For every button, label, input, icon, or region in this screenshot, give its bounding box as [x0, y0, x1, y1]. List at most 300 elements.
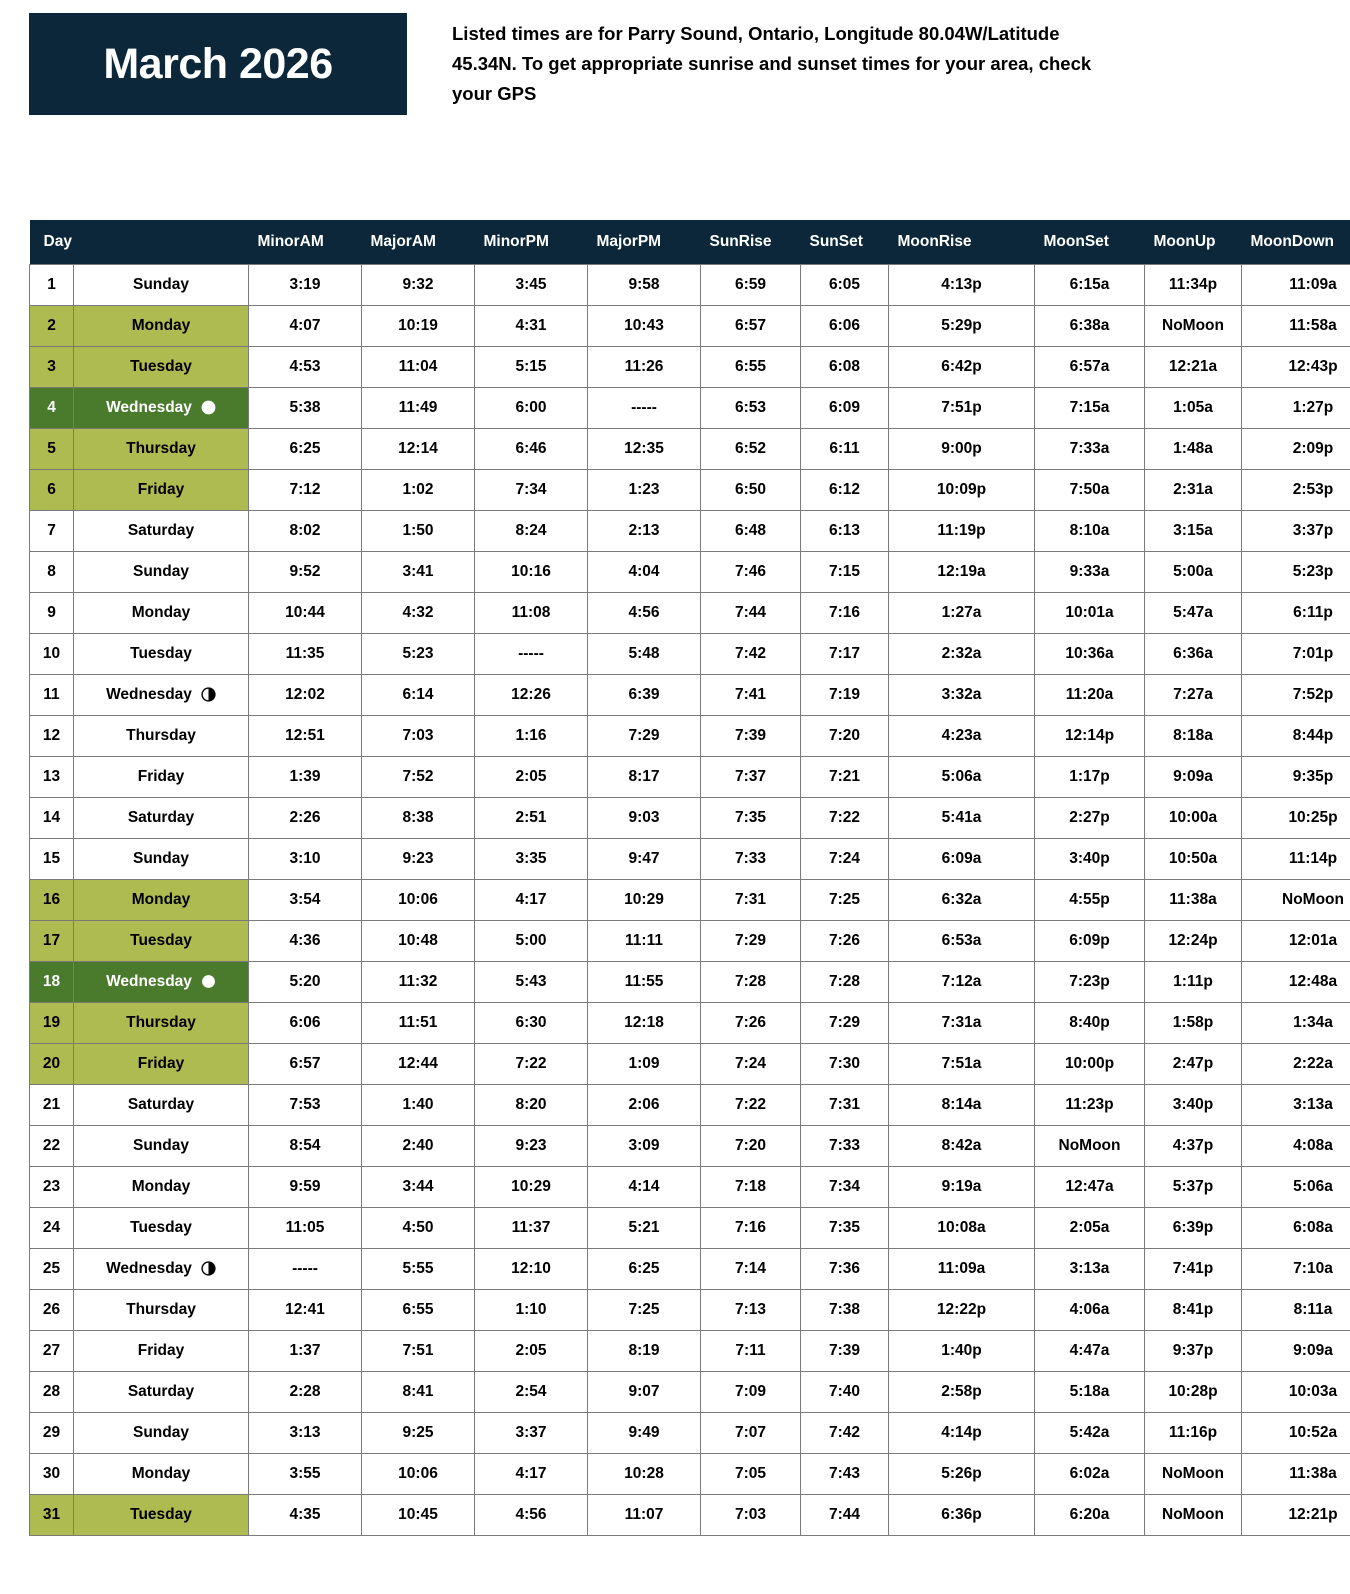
- cell-majorpm: 11:55: [588, 962, 701, 1003]
- cell-moondown: 11:14p: [1242, 839, 1350, 880]
- cell-day-number: 28: [30, 1372, 74, 1413]
- cell-moonset: 5:42a: [1035, 1413, 1145, 1454]
- cell-moonrise: 4:13p: [889, 265, 1035, 306]
- cell-weekday: [74, 1495, 249, 1536]
- cell-moondown: 11:09a: [1242, 265, 1350, 306]
- cell-moonrise: 6:42p: [889, 347, 1035, 388]
- table-row: [30, 1167, 1350, 1208]
- cell-sunrise: 7:24: [701, 1044, 801, 1085]
- weekday-label: Thursday: [126, 1014, 196, 1031]
- cell-sunset: 6:09: [801, 388, 889, 429]
- cell-sunrise: 7:14: [701, 1249, 801, 1290]
- cell-moonset: 2:05a: [1035, 1208, 1145, 1249]
- cell-moonrise: 4:14p: [889, 1413, 1035, 1454]
- cell-moonup: 3:15a: [1145, 511, 1242, 552]
- cell-sunrise: 6:48: [701, 511, 801, 552]
- table-row: [30, 880, 1350, 921]
- cell-minorpm: 2:05: [475, 757, 588, 798]
- cell-moonrise: 5:29p: [889, 306, 1035, 347]
- weekday-label: Sunday: [133, 1137, 189, 1154]
- cell-majoram: 12:14: [362, 429, 475, 470]
- cell-majorpm: 6:25: [588, 1249, 701, 1290]
- cell-sunset: 7:35: [801, 1208, 889, 1249]
- cell-minoram: 3:54: [249, 880, 362, 921]
- cell-majoram: 4:50: [362, 1208, 475, 1249]
- cell-moonrise: 10:08a: [889, 1208, 1035, 1249]
- cell-moondown: 10:25p: [1242, 798, 1350, 839]
- cell-moonup: 1:58p: [1145, 1003, 1242, 1044]
- cell-moondown: 10:52a: [1242, 1413, 1350, 1454]
- cell-day-number: 21: [30, 1085, 74, 1126]
- weekday-label: Thursday: [126, 440, 196, 457]
- cell-moonset: 7:23p: [1035, 962, 1145, 1003]
- cell-moonset: 3:40p: [1035, 839, 1145, 880]
- cell-majorpm: 5:21: [588, 1208, 701, 1249]
- cell-sunrise: 6:57: [701, 306, 801, 347]
- cell-moondown: 10:03a: [1242, 1372, 1350, 1413]
- cell-minorpm: 6:46: [475, 429, 588, 470]
- table-row: [30, 716, 1350, 757]
- cell-day-number: 16: [30, 880, 74, 921]
- cell-sunset: 6:13: [801, 511, 889, 552]
- cell-minorpm: 7:22: [475, 1044, 588, 1085]
- cell-moonset: 8:10a: [1035, 511, 1145, 552]
- cell-day-number: 31: [30, 1495, 74, 1536]
- cell-majoram: 5:55: [362, 1249, 475, 1290]
- table-row: [30, 593, 1350, 634]
- cell-day-number: 24: [30, 1208, 74, 1249]
- cell-moonup: 6:39p: [1145, 1208, 1242, 1249]
- cell-sunrise: 7:22: [701, 1085, 801, 1126]
- cell-sunset: 7:28: [801, 962, 889, 1003]
- cell-weekday: [74, 511, 249, 552]
- cell-weekday: [74, 1454, 249, 1495]
- cell-majoram: 7:51: [362, 1331, 475, 1372]
- cell-sunset: 7:33: [801, 1126, 889, 1167]
- cell-minorpm: 3:35: [475, 839, 588, 880]
- cell-moondown: 9:35p: [1242, 757, 1350, 798]
- cell-minoram: 10:44: [249, 593, 362, 634]
- cell-majoram: 1:02: [362, 470, 475, 511]
- cell-moonset: 5:18a: [1035, 1372, 1145, 1413]
- cell-moondown: 5:06a: [1242, 1167, 1350, 1208]
- cell-sunset: 7:34: [801, 1167, 889, 1208]
- cell-majorpm: 11:26: [588, 347, 701, 388]
- weekday-label: Wednesday: [106, 686, 192, 703]
- weekday-label: Saturday: [127, 809, 195, 826]
- cell-moonup: 10:50a: [1145, 839, 1242, 880]
- cell-moonset: 6:20a: [1035, 1495, 1145, 1536]
- cell-weekday: [74, 1085, 249, 1126]
- cell-sunset: 6:12: [801, 470, 889, 511]
- cell-moonset: 9:33a: [1035, 552, 1145, 593]
- cell-moonup: 4:37p: [1145, 1126, 1242, 1167]
- cell-sunrise: 7:46: [701, 552, 801, 593]
- cell-minoram: 11:35: [249, 634, 362, 675]
- cell-day-number: 30: [30, 1454, 74, 1495]
- table-row: [30, 1085, 1350, 1126]
- cell-majoram: 10:06: [362, 880, 475, 921]
- cell-moonrise: 8:14a: [889, 1085, 1035, 1126]
- weekday-label: Friday: [137, 481, 185, 498]
- cell-sunset: 6:08: [801, 347, 889, 388]
- cell-day-number: 4: [30, 388, 74, 429]
- table-row: [30, 1331, 1350, 1372]
- cell-weekday: [74, 798, 249, 839]
- cell-moonrise: 11:09a: [889, 1249, 1035, 1290]
- cell-day-number: 1: [30, 265, 74, 306]
- weekday-label: Friday: [137, 1342, 185, 1359]
- cell-sunrise: 7:31: [701, 880, 801, 921]
- cell-moonup: 5:37p: [1145, 1167, 1242, 1208]
- cell-moonup: 1:05a: [1145, 388, 1242, 429]
- cell-day-number: 11: [30, 675, 74, 716]
- cell-majorpm: 12:18: [588, 1003, 701, 1044]
- cell-moondown: NoMoon: [1242, 880, 1350, 921]
- cell-minorpm: 12:10: [475, 1249, 588, 1290]
- cell-moondown: 12:01a: [1242, 921, 1350, 962]
- cell-majorpm: 10:29: [588, 880, 701, 921]
- cell-majorpm: 7:29: [588, 716, 701, 757]
- cell-moondown: 6:08a: [1242, 1208, 1350, 1249]
- cell-moonrise: 2:58p: [889, 1372, 1035, 1413]
- cell-majorpm: 9:47: [588, 839, 701, 880]
- cell-minoram: 4:36: [249, 921, 362, 962]
- cell-majoram: 1:40: [362, 1085, 475, 1126]
- cell-moonup: 12:24p: [1145, 921, 1242, 962]
- table-row: [30, 798, 1350, 839]
- cell-weekday: [74, 306, 249, 347]
- cell-sunset: 6:06: [801, 306, 889, 347]
- cell-moondown: 1:34a: [1242, 1003, 1350, 1044]
- cell-moondown: 1:27p: [1242, 388, 1350, 429]
- cell-moonset: 10:36a: [1035, 634, 1145, 675]
- cell-moondown: 7:01p: [1242, 634, 1350, 675]
- cell-day-number: 2: [30, 306, 74, 347]
- cell-moonup: 7:27a: [1145, 675, 1242, 716]
- cell-moonup: NoMoon: [1145, 306, 1242, 347]
- cell-moonset: 2:27p: [1035, 798, 1145, 839]
- cell-sunset: 7:36: [801, 1249, 889, 1290]
- cell-minorpm: 7:34: [475, 470, 588, 511]
- cell-sunset: 7:19: [801, 675, 889, 716]
- cell-day-number: 12: [30, 716, 74, 757]
- cell-majoram: 4:32: [362, 593, 475, 634]
- cell-moonset: 7:33a: [1035, 429, 1145, 470]
- cell-weekday: [74, 347, 249, 388]
- cell-majoram: 11:32: [362, 962, 475, 1003]
- cell-majorpm: 8:19: [588, 1331, 701, 1372]
- cell-moonup: 10:00a: [1145, 798, 1242, 839]
- weekday-label: Friday: [137, 768, 185, 785]
- weekday-label: Sunday: [133, 1424, 189, 1441]
- cell-weekday: [74, 716, 249, 757]
- cell-minoram: 4:53: [249, 347, 362, 388]
- cell-majorpm: 9:58: [588, 265, 701, 306]
- cell-day-number: 18: [30, 962, 74, 1003]
- cell-majoram: 9:32: [362, 265, 475, 306]
- cell-weekday: [74, 839, 249, 880]
- cell-minorpm: 5:15: [475, 347, 588, 388]
- cell-moonrise: 1:27a: [889, 593, 1035, 634]
- cell-sunrise: 7:11: [701, 1331, 801, 1372]
- table-row: [30, 306, 1350, 347]
- cell-day-number: 10: [30, 634, 74, 675]
- cell-day-number: 3: [30, 347, 74, 388]
- cell-moondown: 4:08a: [1242, 1126, 1350, 1167]
- cell-sunrise: 6:50: [701, 470, 801, 511]
- cell-sunrise: 7:18: [701, 1167, 801, 1208]
- cell-sunset: 7:22: [801, 798, 889, 839]
- cell-moonup: 10:28p: [1145, 1372, 1242, 1413]
- cell-weekday: [74, 470, 249, 511]
- cell-moonrise: 5:26p: [889, 1454, 1035, 1495]
- cell-weekday: [74, 552, 249, 593]
- weekday-label: Saturday: [127, 1383, 195, 1400]
- cell-weekday: [74, 265, 249, 306]
- cell-weekday: [74, 388, 249, 429]
- cell-day-number: 29: [30, 1413, 74, 1454]
- cell-moonset: 6:02a: [1035, 1454, 1145, 1495]
- cell-sunrise: 7:13: [701, 1290, 801, 1331]
- weekday-label: Tuesday: [130, 1506, 192, 1523]
- cell-minorpm: 5:43: [475, 962, 588, 1003]
- weekday-label: Monday: [131, 891, 191, 908]
- cell-sunrise: 7:16: [701, 1208, 801, 1249]
- table-row: [30, 1290, 1350, 1331]
- cell-minorpm: 2:05: [475, 1331, 588, 1372]
- table-row: [30, 1454, 1350, 1495]
- cell-moonup: 5:47a: [1145, 593, 1242, 634]
- table-row: [30, 552, 1350, 593]
- cell-moonup: 2:47p: [1145, 1044, 1242, 1085]
- cell-weekday: [74, 1208, 249, 1249]
- cell-sunset: 7:44: [801, 1495, 889, 1536]
- cell-moondown: 8:11a: [1242, 1290, 1350, 1331]
- cell-weekday: [74, 1044, 249, 1085]
- cell-moondown: 7:52p: [1242, 675, 1350, 716]
- location-note: Listed times are for Parry Sound, Ontario, Longitude 80.04W/Latitude 45.34N. To get appropriate sunrise and sunset times for your area, check your GPS: [452, 23, 1092, 104]
- cell-moonup: 2:31a: [1145, 470, 1242, 511]
- cell-moonup: 12:21a: [1145, 347, 1242, 388]
- cell-sunset: 7:25: [801, 880, 889, 921]
- cell-day-number: 23: [30, 1167, 74, 1208]
- cell-sunrise: 7:26: [701, 1003, 801, 1044]
- cell-weekday: [74, 880, 249, 921]
- cell-moondown: 12:43p: [1242, 347, 1350, 388]
- cell-moonset: 7:50a: [1035, 470, 1145, 511]
- cell-majorpm: 10:43: [588, 306, 701, 347]
- cell-sunrise: 7:03: [701, 1495, 801, 1536]
- cell-weekday: [74, 1167, 249, 1208]
- cell-minorpm: 2:51: [475, 798, 588, 839]
- cell-day-number: 14: [30, 798, 74, 839]
- cell-majoram: 8:41: [362, 1372, 475, 1413]
- table-row: [30, 1413, 1350, 1454]
- weekday-label: Thursday: [126, 1301, 196, 1318]
- cell-weekday: [74, 429, 249, 470]
- table-row: [30, 1495, 1350, 1536]
- cell-majorpm: 9:49: [588, 1413, 701, 1454]
- cell-sunrise: 7:05: [701, 1454, 801, 1495]
- weekday-label: Monday: [131, 1465, 191, 1482]
- cell-minoram: 5:20: [249, 962, 362, 1003]
- weekday-label: Monday: [131, 317, 191, 334]
- cell-sunrise: 7:42: [701, 634, 801, 675]
- cell-minoram: 7:53: [249, 1085, 362, 1126]
- cell-moondown: 11:38a: [1242, 1454, 1350, 1495]
- cell-minoram: 1:37: [249, 1331, 362, 1372]
- cell-minorpm: 8:24: [475, 511, 588, 552]
- cell-majoram: 9:25: [362, 1413, 475, 1454]
- cell-day-number: 22: [30, 1126, 74, 1167]
- cell-moonup: 11:16p: [1145, 1413, 1242, 1454]
- weekday-label: Tuesday: [130, 932, 192, 949]
- cell-sunset: 7:40: [801, 1372, 889, 1413]
- cell-sunrise: 6:53: [701, 388, 801, 429]
- table-row: [30, 962, 1350, 1003]
- cell-majorpm: 5:48: [588, 634, 701, 675]
- cell-minorpm: 10:29: [475, 1167, 588, 1208]
- cell-minoram: 3:10: [249, 839, 362, 880]
- cell-moonup: 9:37p: [1145, 1331, 1242, 1372]
- cell-moonset: 1:17p: [1035, 757, 1145, 798]
- cell-minorpm: 4:31: [475, 306, 588, 347]
- cell-sunrise: 6:59: [701, 265, 801, 306]
- cell-sunrise: 7:37: [701, 757, 801, 798]
- table-row: [30, 1126, 1350, 1167]
- cell-moonup: 8:41p: [1145, 1290, 1242, 1331]
- cell-moondown: 2:22a: [1242, 1044, 1350, 1085]
- cell-moonup: NoMoon: [1145, 1495, 1242, 1536]
- cell-day-number: 13: [30, 757, 74, 798]
- cell-minorpm: 3:45: [475, 265, 588, 306]
- cell-minorpm: 1:10: [475, 1290, 588, 1331]
- table-row: [30, 388, 1350, 429]
- cell-moonup: 11:34p: [1145, 265, 1242, 306]
- cell-sunset: 7:29: [801, 1003, 889, 1044]
- cell-moonset: NoMoon: [1035, 1126, 1145, 1167]
- table-row: [30, 634, 1350, 675]
- cell-weekday: [74, 1126, 249, 1167]
- cell-day-number: 15: [30, 839, 74, 880]
- cell-sunset: 7:21: [801, 757, 889, 798]
- cell-day-number: 20: [30, 1044, 74, 1085]
- cell-moondown: 7:10a: [1242, 1249, 1350, 1290]
- cell-moondown: 2:53p: [1242, 470, 1350, 511]
- cell-minorpm: 1:16: [475, 716, 588, 757]
- table-row: [30, 1003, 1350, 1044]
- cell-moonset: 3:13a: [1035, 1249, 1145, 1290]
- cell-moonrise: 6:36p: [889, 1495, 1035, 1536]
- weekday-label: Sunday: [133, 563, 189, 580]
- cell-majoram: 10:06: [362, 1454, 475, 1495]
- cell-majorpm: 12:35: [588, 429, 701, 470]
- cell-day-number: 5: [30, 429, 74, 470]
- cell-minoram: 2:26: [249, 798, 362, 839]
- cell-sunset: 7:26: [801, 921, 889, 962]
- cell-minoram: 12:51: [249, 716, 362, 757]
- cell-minorpm: 11:08: [475, 593, 588, 634]
- column-header-majorpm: MajorPM: [588, 220, 701, 265]
- cell-minorpm: 5:00: [475, 921, 588, 962]
- cell-minorpm: 8:20: [475, 1085, 588, 1126]
- cell-minoram: 6:57: [249, 1044, 362, 1085]
- cell-moonset: 12:14p: [1035, 716, 1145, 757]
- cell-day-number: 6: [30, 470, 74, 511]
- cell-sunset: 7:31: [801, 1085, 889, 1126]
- cell-majorpm: 7:25: [588, 1290, 701, 1331]
- table-row: [30, 1208, 1350, 1249]
- cell-moonrise: 4:23a: [889, 716, 1035, 757]
- cell-minorpm: 11:37: [475, 1208, 588, 1249]
- cell-majoram: 7:52: [362, 757, 475, 798]
- table-row: [30, 921, 1350, 962]
- cell-minoram: 8:54: [249, 1126, 362, 1167]
- column-header-sunrise: SunRise: [701, 220, 801, 265]
- cell-majorpm: 6:39: [588, 675, 701, 716]
- cell-weekday: [74, 757, 249, 798]
- cell-minoram: 4:35: [249, 1495, 362, 1536]
- weekday-label: Tuesday: [130, 1219, 192, 1236]
- table-row: [30, 265, 1350, 306]
- cell-minorpm: 12:26: [475, 675, 588, 716]
- table-row: [30, 470, 1350, 511]
- weekday-label: Wednesday: [106, 1260, 192, 1277]
- table-row: [30, 1249, 1350, 1290]
- column-header-moondown: MoonDown: [1242, 220, 1350, 265]
- cell-moonup: 9:09a: [1145, 757, 1242, 798]
- cell-moonset: 6:38a: [1035, 306, 1145, 347]
- cell-minoram: 5:38: [249, 388, 362, 429]
- cell-sunrise: 7:39: [701, 716, 801, 757]
- cell-moonrise: 11:19p: [889, 511, 1035, 552]
- cell-sunset: 7:16: [801, 593, 889, 634]
- cell-moondown: 3:13a: [1242, 1085, 1350, 1126]
- cell-majorpm: 11:11: [588, 921, 701, 962]
- table-row: [30, 675, 1350, 716]
- page-header: [0, 0, 1350, 115]
- cell-moonrise: 10:09p: [889, 470, 1035, 511]
- cell-weekday: [74, 1003, 249, 1044]
- cell-sunrise: 7:28: [701, 962, 801, 1003]
- cell-majorpm: 4:04: [588, 552, 701, 593]
- cell-majoram: 11:51: [362, 1003, 475, 1044]
- cell-moondown: 12:21p: [1242, 1495, 1350, 1536]
- cell-moonset: 6:09p: [1035, 921, 1145, 962]
- cell-majoram: 9:23: [362, 839, 475, 880]
- cell-moonset: 11:20a: [1035, 675, 1145, 716]
- cell-moonup: 1:11p: [1145, 962, 1242, 1003]
- cell-day-number: 9: [30, 593, 74, 634]
- cell-minoram: 11:05: [249, 1208, 362, 1249]
- cell-moonset: 4:47a: [1035, 1331, 1145, 1372]
- weekday-label: Monday: [131, 1178, 191, 1195]
- column-header-moonup: MoonUp: [1145, 220, 1242, 265]
- cell-majorpm: 11:07: [588, 1495, 701, 1536]
- cell-minorpm: 4:56: [475, 1495, 588, 1536]
- table-row: [30, 429, 1350, 470]
- cell-day-number: 27: [30, 1331, 74, 1372]
- cell-moonup: 8:18a: [1145, 716, 1242, 757]
- cell-day-number: 8: [30, 552, 74, 593]
- table-row: [30, 1044, 1350, 1085]
- cell-majoram: 6:55: [362, 1290, 475, 1331]
- cell-sunrise: 7:41: [701, 675, 801, 716]
- cell-weekday: [74, 1331, 249, 1372]
- cell-moonup: 7:41p: [1145, 1249, 1242, 1290]
- weekday-label: Saturday: [127, 522, 195, 539]
